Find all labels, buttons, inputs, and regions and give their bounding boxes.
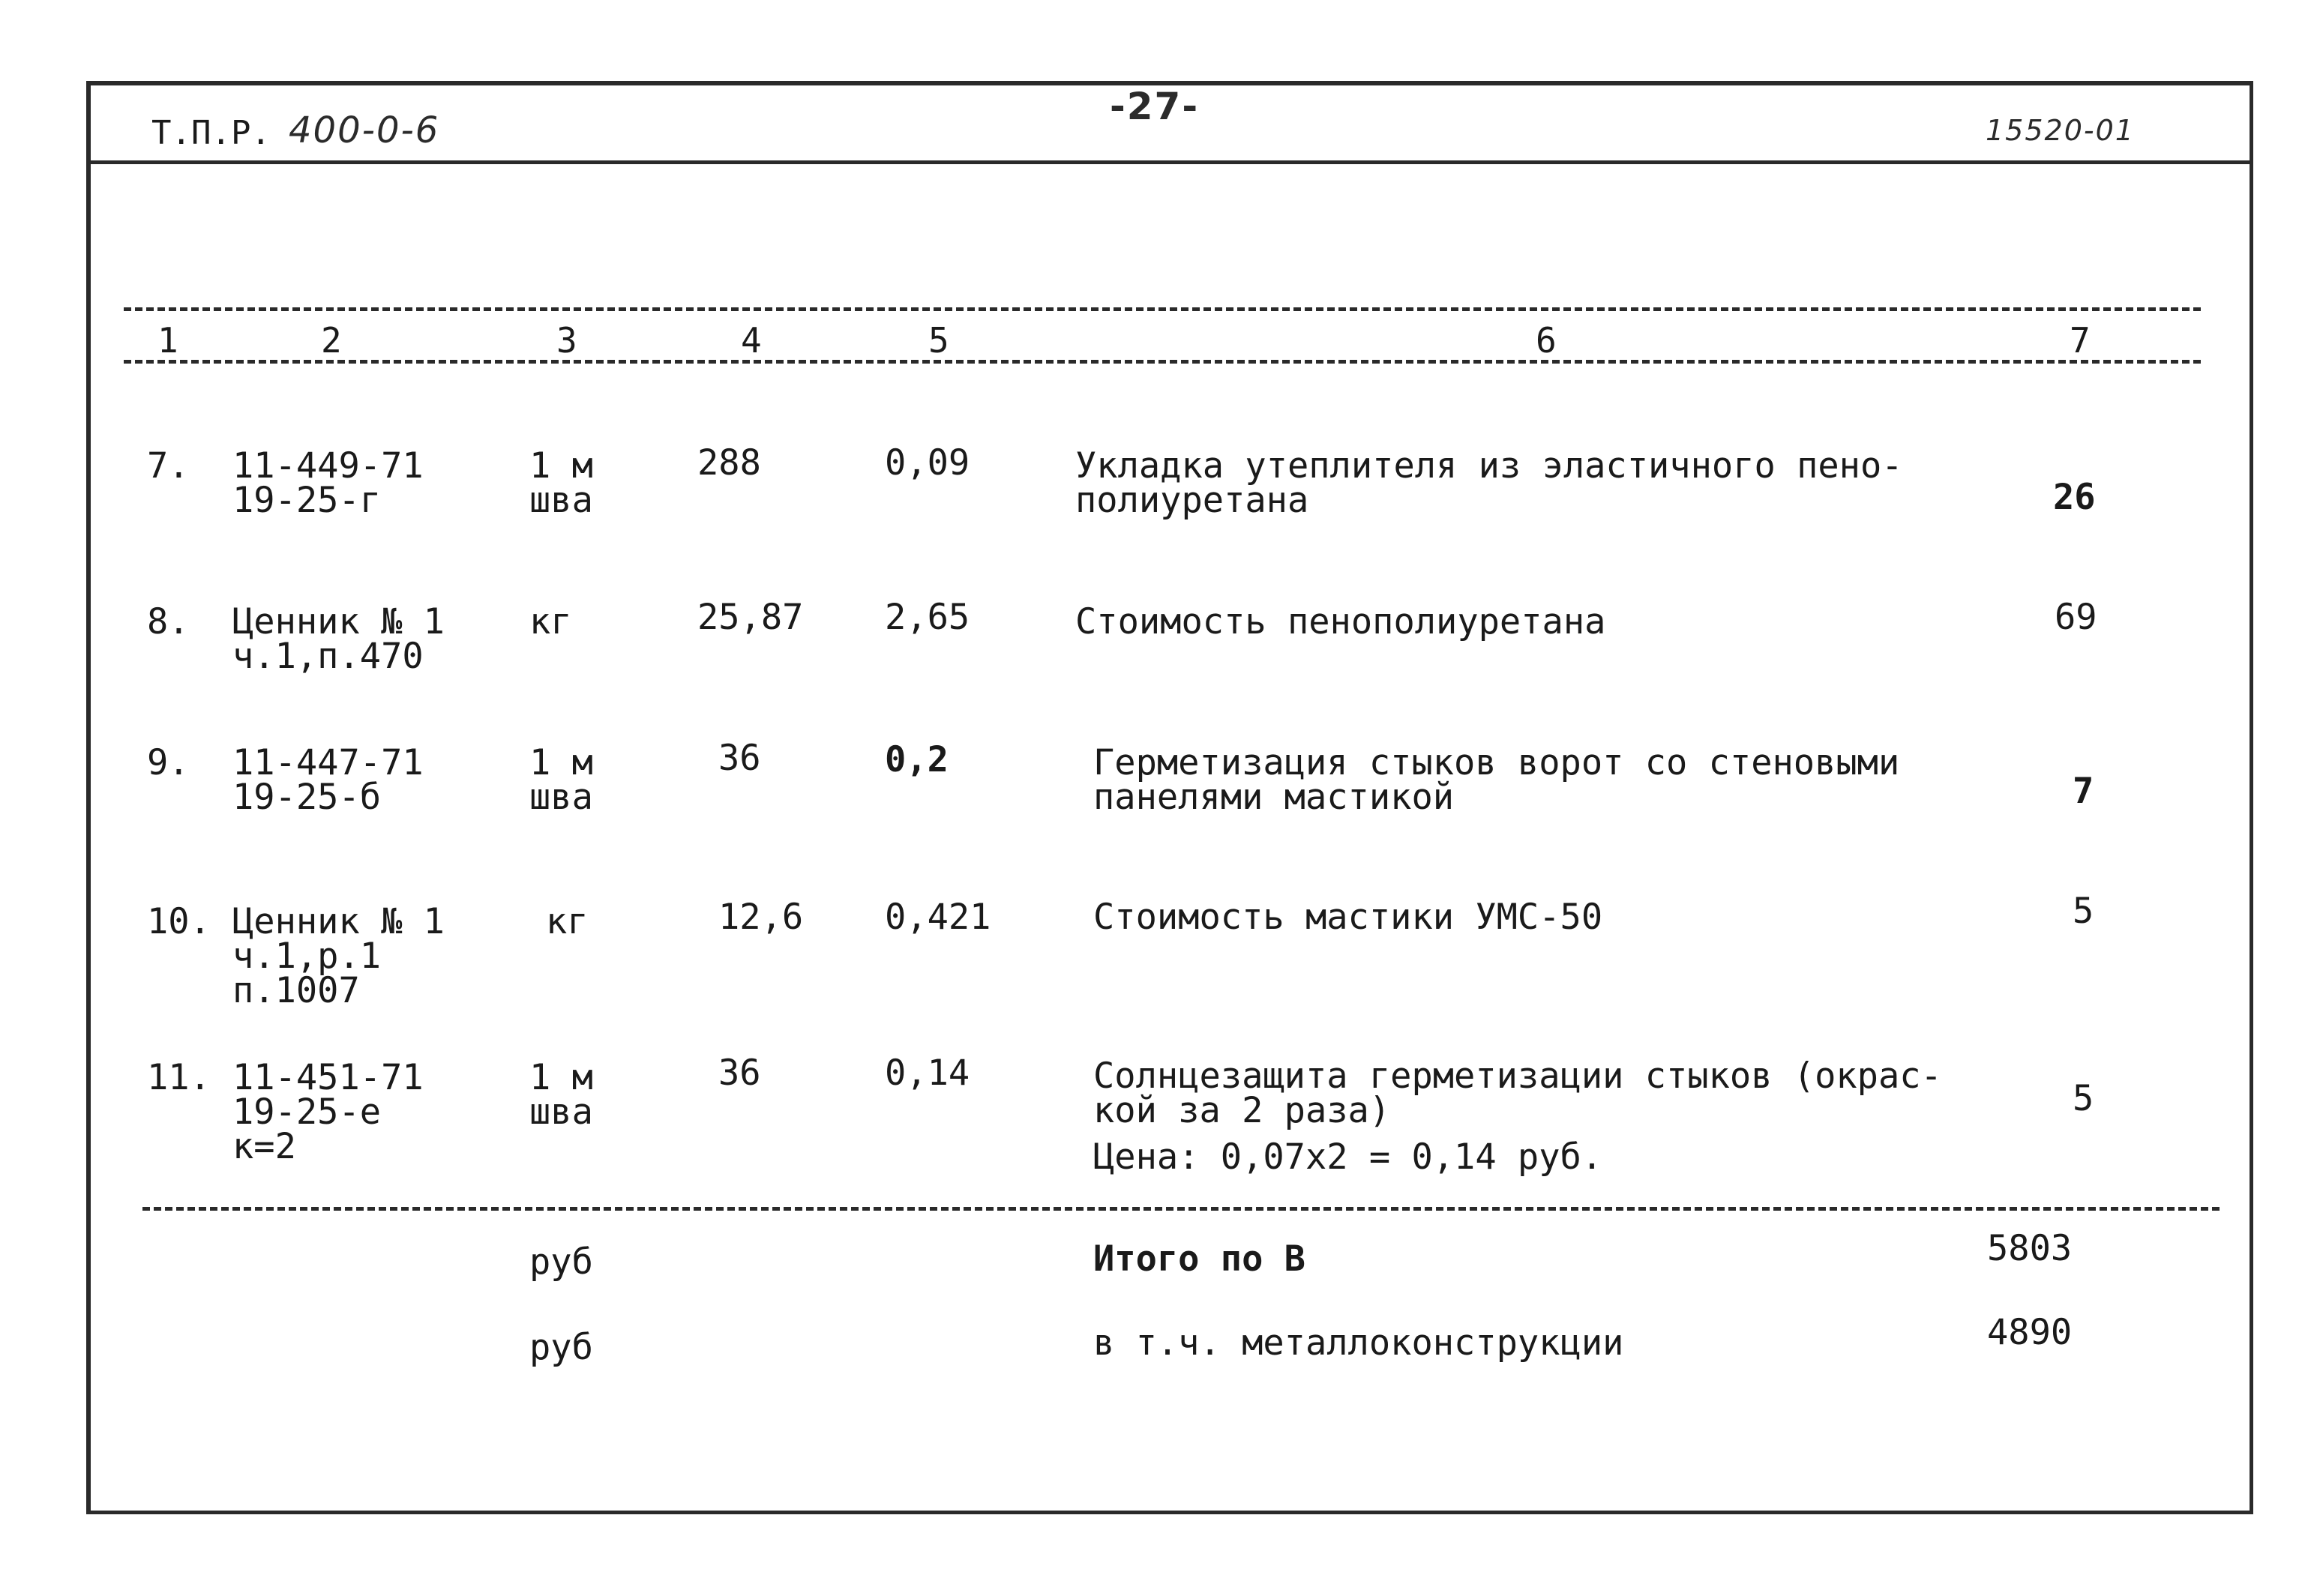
norm-code: Ценник № 1 (232, 601, 445, 642)
row-number: 8. (147, 601, 190, 642)
row-total: 26 (2053, 477, 2096, 518)
doc-code-handwritten: 400-0-6 (289, 109, 440, 151)
row-number: 10. (147, 901, 211, 942)
row-total: 5 (2073, 891, 2094, 932)
quantity: 36 (718, 738, 761, 779)
column-number-1: 1 (157, 320, 178, 361)
norm-code: Ценник № 1 (232, 901, 445, 942)
column-number-7: 7 (2070, 320, 2091, 361)
unit: 1 м (529, 1057, 593, 1098)
column-header-top-line (124, 307, 2201, 311)
unit: шва (529, 777, 593, 818)
price-calculation: Цена: 0,07х2 = 0,14 руб. (1093, 1136, 1603, 1178)
unit: 1 м (529, 742, 593, 783)
page-number: -27- (1110, 85, 1200, 128)
row-total: 5 (2073, 1078, 2094, 1119)
description: полиуретана (1075, 480, 1309, 521)
summary-value: 4890 (1987, 1312, 2073, 1353)
description: Стоимость мастики УМС-50 (1093, 897, 1603, 938)
row-number: 9. (147, 742, 190, 783)
quantity: 12,6 (718, 897, 804, 938)
norm-code: к=2 (232, 1126, 296, 1167)
norm-code: ч.1,р.1 (232, 936, 382, 977)
header-rule (88, 160, 2252, 164)
unit: шва (529, 480, 593, 521)
column-header-bottom-line (124, 360, 2201, 364)
description: Солнцезащита герметизации стыков (окрас- (1093, 1056, 1942, 1097)
norm-code: 11-449-71 (232, 445, 424, 487)
row-number: 7. (147, 445, 190, 487)
summary-value: 5803 (1987, 1228, 2073, 1269)
quantity: 288 (697, 442, 761, 484)
unit-price: 0,2 (885, 739, 949, 780)
row-total: 69 (2055, 597, 2097, 638)
column-number-2: 2 (321, 320, 342, 361)
unit-price: 2,65 (885, 597, 970, 638)
column-number-6: 6 (1536, 320, 1557, 361)
norm-code: 19-25-г (232, 480, 382, 521)
summary-label: в т.ч. металлоконструкции (1093, 1322, 1624, 1364)
summary-separator (142, 1207, 2220, 1211)
unit-price: 0,421 (885, 897, 991, 938)
doc-code-prefix: Т.П.Р. (151, 114, 271, 152)
archive-number: 15520-01 (1986, 114, 2135, 147)
unit: кг (546, 901, 589, 942)
unit: шва (529, 1091, 593, 1133)
description: Стоимость пенополиуретана (1075, 601, 1606, 642)
column-number-4: 4 (741, 320, 762, 361)
norm-code: 19-25-е (232, 1091, 382, 1133)
row-total: 7 (2073, 771, 2094, 812)
quantity: 36 (718, 1053, 761, 1094)
norm-code: 11-451-71 (232, 1057, 424, 1098)
unit: 1 м (529, 445, 593, 487)
norm-code: ч.1,п.470 (232, 636, 424, 677)
row-number: 11. (147, 1057, 211, 1098)
unit-price: 0,14 (885, 1053, 970, 1094)
norm-code: 11-447-71 (232, 742, 424, 783)
summary-label: Итого по В (1093, 1238, 1305, 1280)
norm-code: 19-25-б (232, 777, 382, 818)
unit-price: 0,09 (885, 442, 970, 484)
summary-unit: руб (529, 1241, 593, 1283)
description: кой за 2 раза) (1093, 1090, 1391, 1131)
description: панелями мастикой (1093, 777, 1455, 818)
summary-unit: руб (529, 1327, 593, 1368)
column-number-5: 5 (928, 320, 949, 361)
unit: кг (529, 601, 572, 642)
column-number-3: 3 (556, 320, 577, 361)
norm-code: п.1007 (232, 970, 360, 1011)
quantity: 25,87 (697, 597, 804, 638)
description: Укладка утеплителя из эластичного пено- (1075, 445, 1903, 487)
description: Герметизация стыков ворот со стеновыми (1093, 742, 1900, 783)
